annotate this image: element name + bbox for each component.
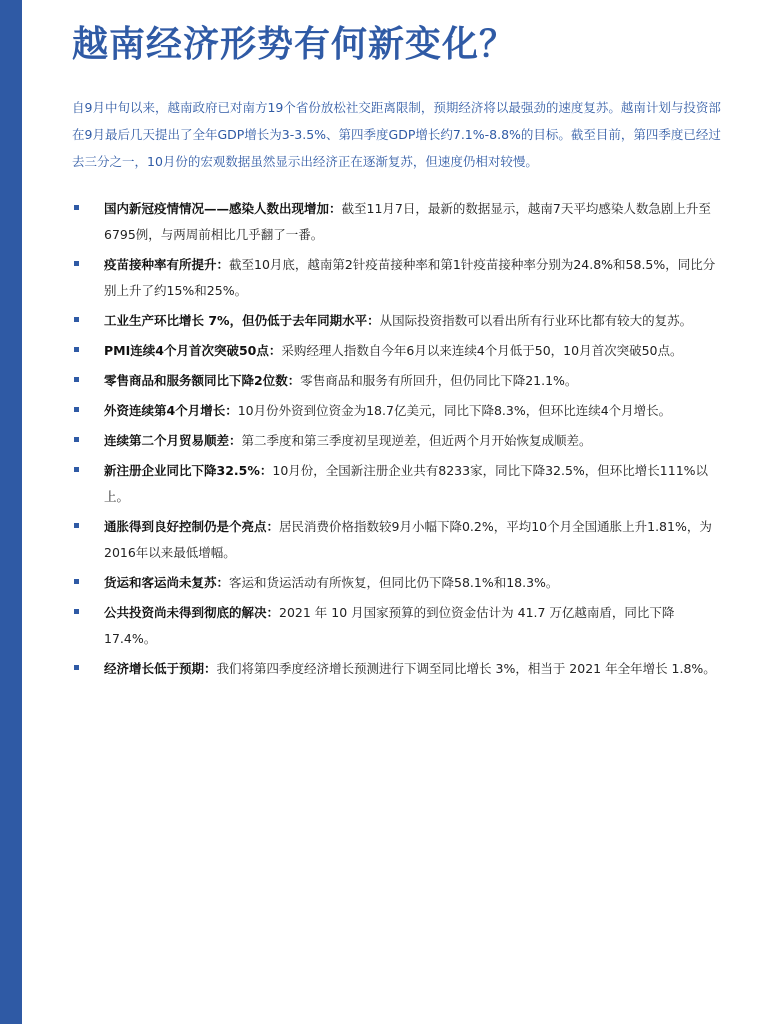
- square-bullet-icon: [74, 665, 79, 670]
- list-item: [72, 458, 722, 510]
- left-accent-bar: [0, 0, 22, 1024]
- bullet-text: 从国际投资指数可以看出所有行业环比都有较大的复苏。: [379, 313, 693, 328]
- bullet-label: 疫苗接种率有所提升：: [104, 257, 230, 272]
- list-item: [72, 368, 722, 394]
- bullet-label: 零售商品和服务额同比下降2位数：: [104, 373, 301, 388]
- bullet-text: 我们将第四季度经济增长预测进行下调至同比增长 3%，相当于 2021 年全年增长 1.8%。: [216, 661, 716, 676]
- square-bullet-icon: [74, 205, 79, 210]
- square-bullet-icon: [74, 523, 79, 528]
- list-item: [72, 600, 722, 652]
- square-bullet-icon: [74, 437, 79, 442]
- list-item: [72, 570, 722, 596]
- bullet-text: 10月份外资到位资金为18.7亿美元，同比下降8.3%，但环比连续4个月增长。: [237, 403, 672, 418]
- list-item: [72, 338, 722, 364]
- bullet-text: 截至10月底，越南第2针疫苗接种率和第1针疫苗接种率分别为24.8%和58.5%，同比分别上升了约15%和25%。: [104, 257, 716, 298]
- intro-paragraph: 自9月中旬以来，越南政府已对南方19个省份放松社交距离限制，预期经济将以最强劲的速度复苏。越南计划与投资部在9月最后几天提出了全年GDP增长为3-3.5%、第四季度GDP增长约7.1%-8.8%的目标。截至目前，第四季度已经过去三分之一，10月份的宏观数据虽然显示出经济正在逐渐复苏，但速度仍相对较慢。: [72, 100, 721, 169]
- bullet-text: 第二季度和第三季度初呈现逆差，但近两个月开始恢复成顺差。: [241, 433, 592, 448]
- bullet-text: 客运和货运活动有所恢复，但同比仍下降58.1%和18.3%。: [229, 575, 559, 590]
- bullet-label: 连续第二个月贸易顺差：: [104, 433, 242, 448]
- bullet-text: 采购经理人指数自今年6月以来连续4个月低于50，10月首次突破50点。: [281, 343, 683, 358]
- page-title: 越南经济形势有何新变化？: [72, 24, 517, 65]
- bullet-text: 截至11月7日，最新的数据显示，越南7天平均感染人数急剧上升至6795例，与两周前相比几乎翻了一番。: [104, 201, 711, 242]
- list-item: [72, 428, 722, 454]
- bullet-label: PMI连续4个月首次突破50点：: [104, 343, 282, 358]
- bullet-label: 经济增长低于预期：: [104, 661, 217, 676]
- square-bullet-icon: [74, 261, 79, 266]
- square-bullet-icon: [74, 609, 79, 614]
- bullet-label: 国内新冠疫情情况——感染人数出现增加：: [104, 201, 342, 216]
- bullet-label: 通胀得到良好控制仍是个亮点：: [104, 519, 280, 534]
- list-item: [72, 656, 722, 682]
- list-item: [72, 308, 722, 334]
- bullet-label: 新注册企业同比下降32.5%：: [104, 463, 273, 478]
- square-bullet-icon: [74, 467, 79, 472]
- bullet-label: 外资连续第4个月增长：: [104, 403, 238, 418]
- square-bullet-icon: [74, 377, 79, 382]
- key-points-list: [72, 196, 722, 686]
- list-item: [72, 196, 722, 248]
- list-item: [72, 514, 722, 566]
- square-bullet-icon: [74, 347, 79, 352]
- bullet-label: 货运和客运尚未复苏：: [104, 575, 230, 590]
- bullet-text: 居民消费价格指数较9月小幅下降0.2%，平均10个月全国通胀上升1.81%，为2016年以来最低增幅。: [104, 519, 712, 560]
- list-item: [72, 398, 722, 424]
- bullet-text: 2021 年 10 月国家预算的到位资金估计为 41.7 万亿越南盾，同比下降 17.4%。: [104, 605, 675, 646]
- bullet-label: 工业生产环比增长 7%，但仍低于去年同期水平：: [104, 313, 380, 328]
- square-bullet-icon: [74, 317, 79, 322]
- bullet-label: 公共投资尚未得到彻底的解决：: [104, 605, 280, 620]
- list-item: [72, 252, 722, 304]
- bullet-text: 10月份，全国新注册企业共有8233家，同比下降32.5%，但环比增长111%以上。: [104, 463, 709, 504]
- square-bullet-icon: [74, 579, 79, 584]
- square-bullet-icon: [74, 407, 79, 412]
- bullet-text: 零售商品和服务有所回升，但仍同比下降21.1%。: [300, 373, 578, 388]
